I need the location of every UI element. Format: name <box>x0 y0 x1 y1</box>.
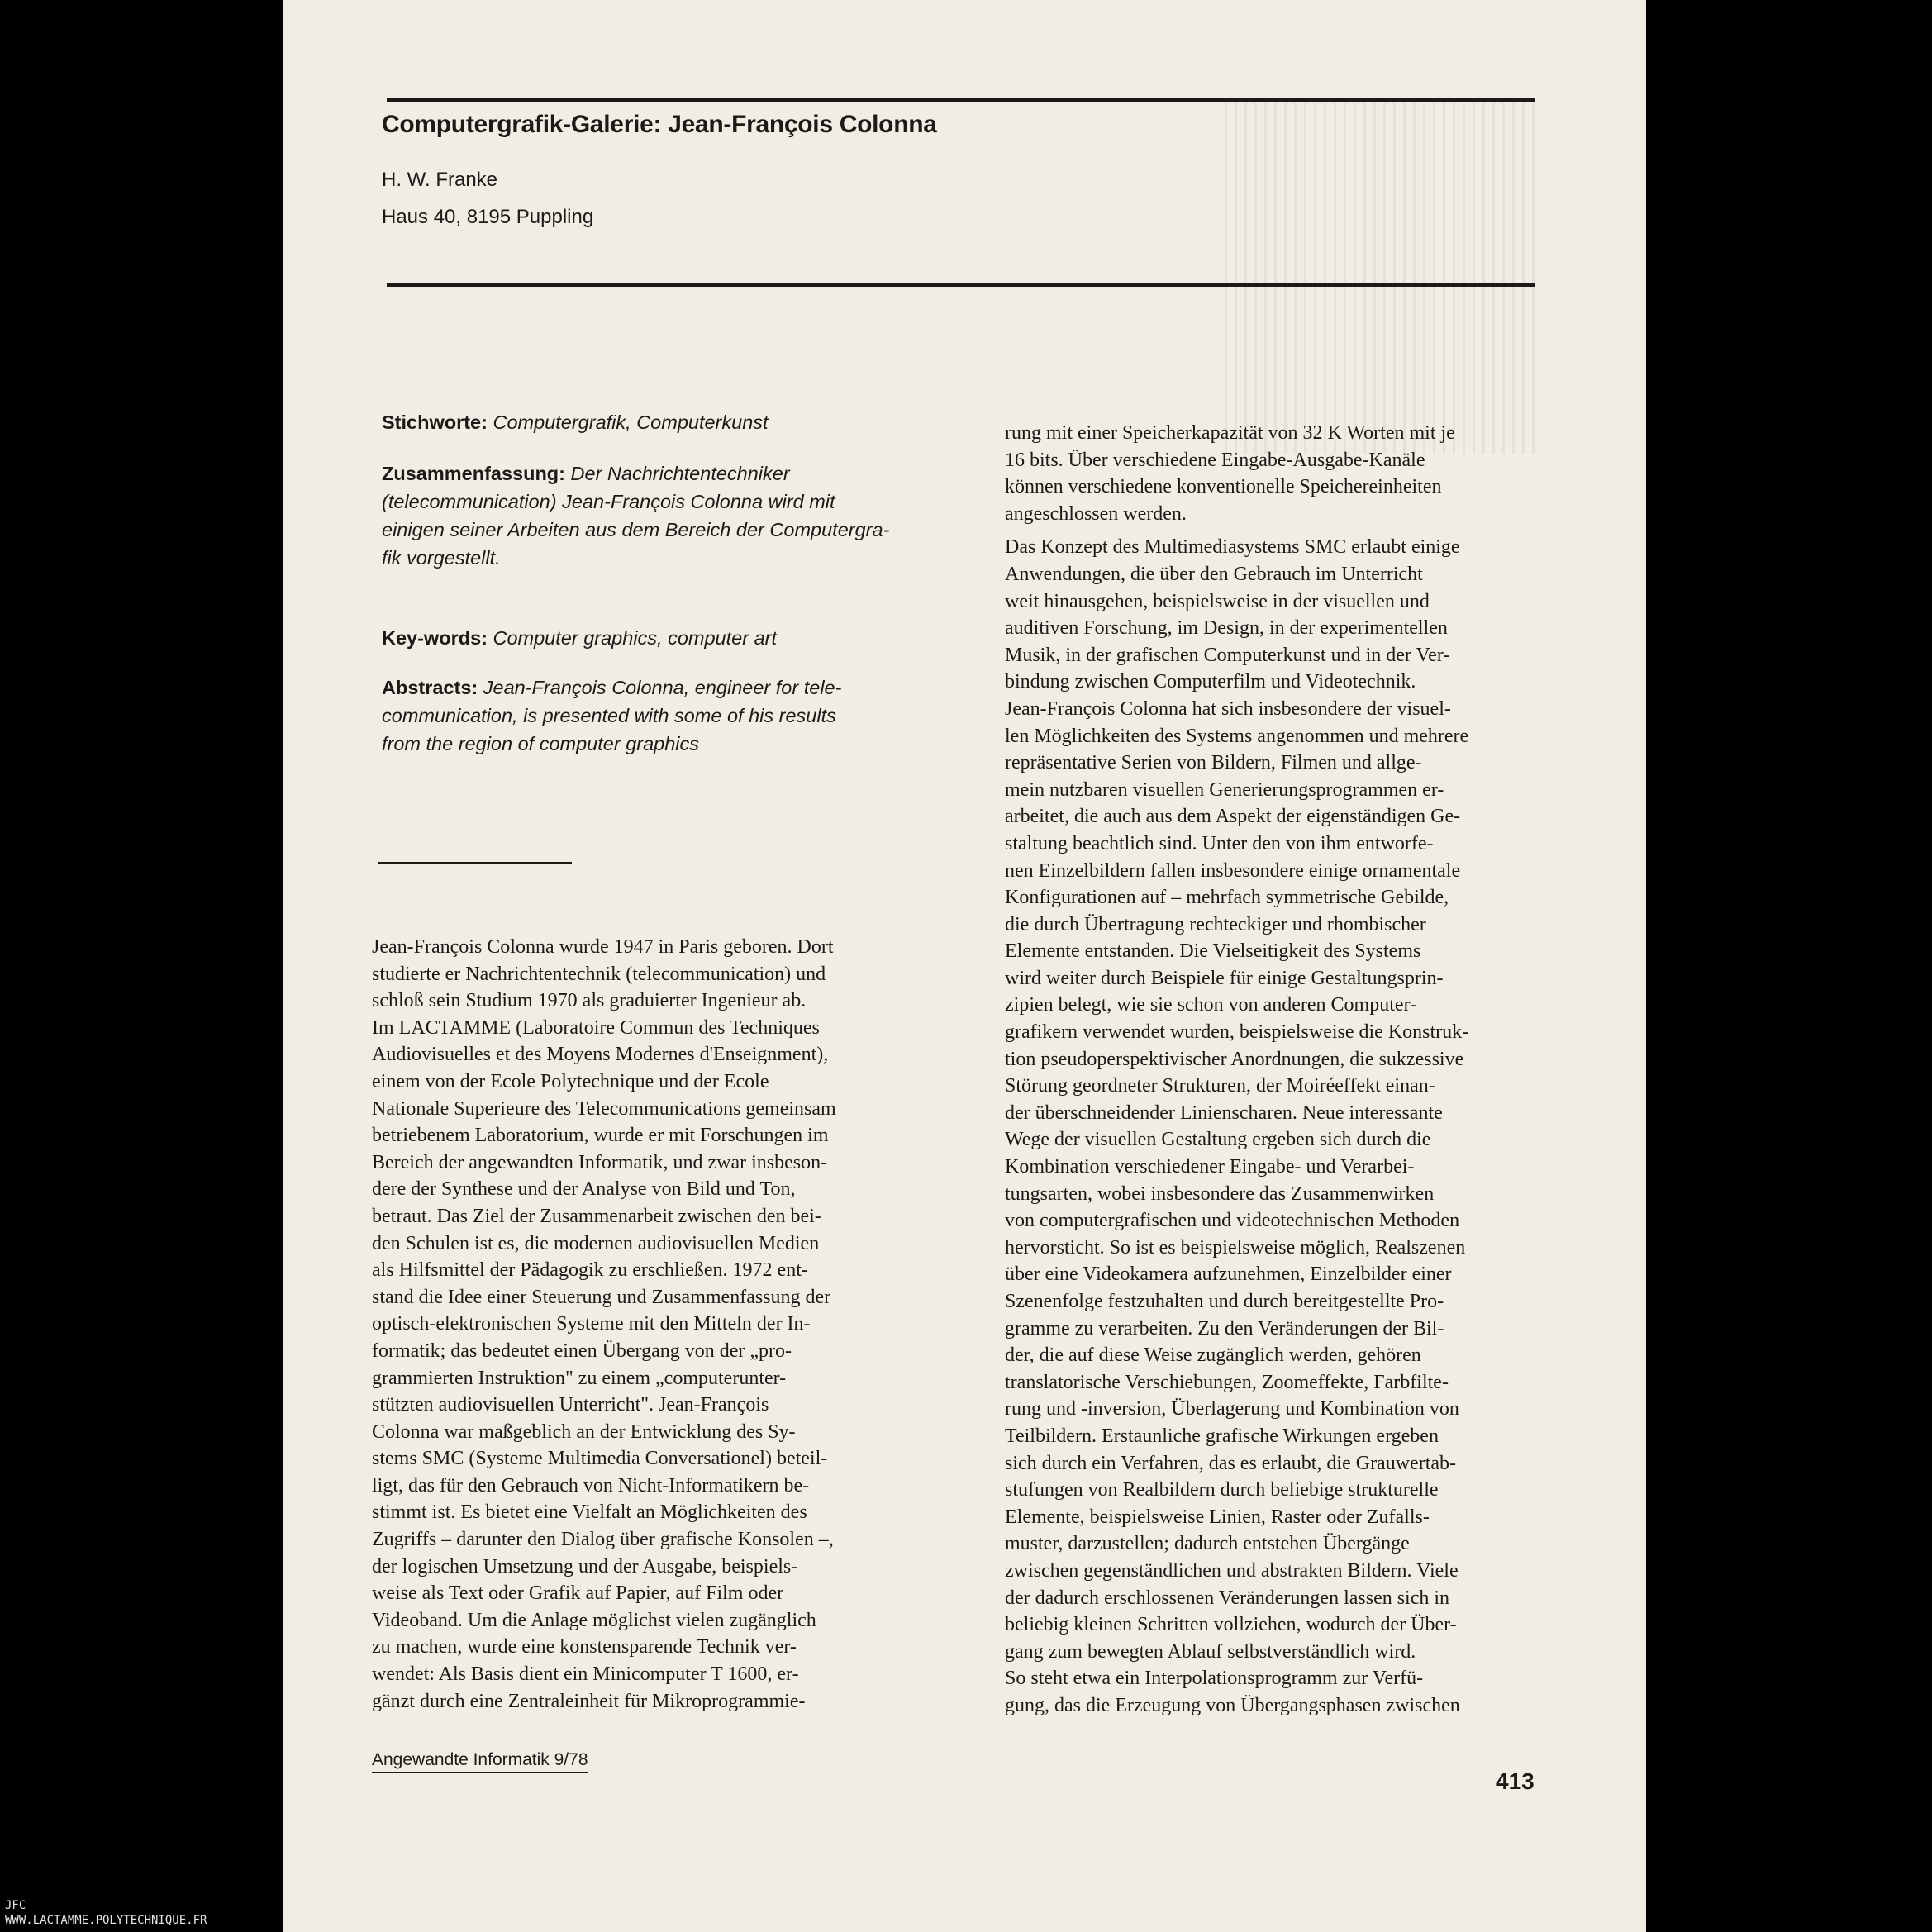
text-line: auditiven Forschung, im Design, in der experimentellen <box>1005 617 1448 640</box>
text-line: grafikern verwendet wurden, beispielsweise die Konstruk- <box>1005 1021 1469 1044</box>
text-line: Szenenfolge festzuhalten und durch bereitgestellte Pro- <box>1005 1291 1444 1312</box>
paragraph-gap <box>1005 527 1542 534</box>
watermark-url: WWW.LACTAMME.POLYTECHNIQUE.FR <box>5 1914 207 1927</box>
text-line: Im LACTAMME (Laboratoire Commun des Techniques <box>372 1016 820 1039</box>
text-line: der dadurch erschlossenen Veränderungen lassen sich in <box>1005 1587 1450 1609</box>
text-line: schloß sein Studium 1970 als graduierter Ingenieur ab. <box>372 990 807 1012</box>
text-line: Teilbildern. Erstaunliche grafische Wirkungen ergeben <box>1005 1425 1439 1447</box>
text-line: angeschlossen werden. <box>1005 502 1187 525</box>
text-line: weise als Text oder Grafik auf Papier, auf Film oder <box>372 1582 784 1605</box>
text-line: ligt, das für den Gebrauch von Nicht-Informatikern be- <box>372 1474 810 1497</box>
text-line: stützten audiovisuellen Unterricht". Jean-François <box>372 1394 769 1416</box>
text-line: zu machen, wurde eine konstensparende Technik ver- <box>372 1636 797 1658</box>
abstract-en-label: Abstracts: <box>382 677 478 698</box>
text-line: den Schulen ist es, die modernen audiovisuellen Medien <box>372 1232 820 1254</box>
keywords-en-value: Computer graphics, computer art <box>493 627 778 649</box>
text-line: Audiovisuelles et des Moyens Modernes d'Enseignment), <box>372 1044 829 1066</box>
text-line: 16 bits. Über verschiedene Eingabe-Ausgabe-Kanäle <box>1005 449 1425 471</box>
text-line: über eine Videokamera aufzunehmen, Einzelbilder einer <box>1005 1263 1452 1286</box>
text-line: gung, das die Erzeugung von Übergangsphasen zwischen <box>1005 1694 1460 1716</box>
text-line: Das Konzept des Multimediasystems SMC erlaubt einige <box>1005 536 1460 559</box>
text-line: gramme zu verarbeiten. Zu den Veränderungen der Bil- <box>1005 1317 1444 1340</box>
text-line: stimmt ist. Es bietet eine Vielfalt an Möglichkeiten des <box>372 1501 807 1524</box>
text-line: Videoband. Um die Anlage möglichst vielen zugänglich <box>372 1609 816 1631</box>
text-line: einem von der Ecole Polytechnique und der Ecole <box>372 1070 769 1092</box>
article-title: Computergrafik-Galerie: Jean-François Colonna <box>382 111 937 138</box>
text-line: grammierten Instruktion" zu einem „computerunter- <box>372 1367 787 1389</box>
text-line: Elemente entstanden. Die Vielseitigkeit des Systems <box>1005 940 1421 963</box>
summary-de-line: Der Nachrichtentechniker <box>570 463 790 484</box>
text-line: len Möglichkeiten des Systems angenommen und mehrere <box>1005 725 1469 747</box>
text-line: die durch Übertragung rechteckiger und rhombischer <box>1005 913 1426 935</box>
section-divider <box>378 862 572 864</box>
text-line: Musik, in der grafischen Computerkunst und in der Ver- <box>1005 644 1450 666</box>
watermark-initials: JFC <box>5 1899 26 1912</box>
summary-de <box>382 459 977 572</box>
text-line: translatorische Verschiebungen, Zoomeffekte, Farbfilte- <box>1005 1371 1449 1393</box>
summary-de-label: Zusammenfassung: <box>382 463 565 484</box>
text-line: staltung beachtlich sind. Unter den von ihm entworfe- <box>1005 832 1434 854</box>
text-line: stufungen von Realbildern durch beliebige strukturelle <box>1005 1479 1439 1501</box>
text-line: Anwendungen, die über den Gebrauch im Unterricht <box>1005 563 1423 585</box>
summary-de-line: (telecommunication) Jean-François Colonna wird mit <box>382 491 835 512</box>
text-line: formatik; das bedeutet einen Übergang von der „pro- <box>372 1340 792 1362</box>
text-line: stems SMC (Systeme Multimedia Conversationel) beteil- <box>372 1448 828 1470</box>
abstract-en <box>382 673 977 758</box>
keywords-de-label: Stichworte: <box>382 412 488 433</box>
text-line: Konfigurationen auf – mehrfach symmetrische Gebilde, <box>1005 887 1449 909</box>
body-column-right <box>1005 420 1542 1720</box>
text-line: der überschneidender Linienscharen. Neue interessante <box>1005 1102 1443 1124</box>
keywords-en <box>382 624 977 652</box>
text-line: Wege der visuellen Gestaltung ergeben sich durch die <box>1005 1129 1431 1151</box>
text-line: bindung zwischen Computerfilm und Videotechnik. <box>1005 671 1416 693</box>
text-line: tungsarten, wobei insbesondere das Zusammenwirken <box>1005 1183 1435 1205</box>
text-line: rung und -inversion, Überlagerung und Kombination von <box>1005 1398 1459 1420</box>
body-paragraph-2 <box>1005 534 1542 1719</box>
abstract-en-line: from the region of computer graphics <box>382 733 700 754</box>
text-line: tion pseudoperspektivischer Anordnungen, die sukzessive <box>1005 1048 1464 1070</box>
text-line: der logischen Umsetzung und der Ausgabe, beispiels- <box>372 1555 798 1577</box>
text-line: rung mit einer Speicherkapazität von 32 K Worten mit je <box>1005 422 1455 444</box>
text-line: optisch-elektronischen Systeme mit den Mitteln der In- <box>372 1313 811 1335</box>
text-line: von computergrafischen und videotechnischen Methoden <box>1005 1210 1460 1232</box>
text-line: Bereich der angewandten Informatik, und zwar insbeson- <box>372 1151 828 1173</box>
text-line: wird weiter durch Beispiele für einige Gestaltungsprin- <box>1005 967 1444 989</box>
header-rule-bottom <box>387 283 1535 287</box>
text-line: arbeitet, die auch aus dem Aspekt der eigenständigen Ge- <box>1005 806 1461 828</box>
text-line: mein nutzbaren visuellen Generierungsprogrammen er- <box>1005 778 1444 801</box>
text-line: gänzt durch eine Zentraleinheit für Mikroprogrammie- <box>372 1690 806 1712</box>
summary-de-line: einigen seiner Arbeiten aus dem Bereich der Computergra- <box>382 519 890 540</box>
body-column-left <box>372 934 917 1715</box>
header-rule-top <box>387 98 1535 102</box>
journal-citation: Angewandte Informatik 9/78 <box>372 1750 588 1773</box>
text-line: studierte er Nachrichtentechnik (telecommunication) und <box>372 963 826 985</box>
text-line: gang zum bewegten Ablauf selbstverständlich wird. <box>1005 1640 1416 1663</box>
text-line: können verschiedene konventionelle Speichereinheiten <box>1005 476 1442 498</box>
keywords-en-label: Key-words: <box>382 627 488 649</box>
text-line: dere der Synthese und der Analyse von Bild und Ton, <box>372 1178 796 1201</box>
abstract-en-line: communication, is presented with some of his results <box>382 705 836 726</box>
keywords-de-value: Computergrafik, Computerkunst <box>493 412 769 433</box>
text-line: So steht etwa ein Interpolationsprogramm zur Verfü- <box>1005 1668 1424 1690</box>
text-line: weit hinausgehen, beispielsweise in der visuellen und <box>1005 590 1430 612</box>
show-through-artwork <box>1225 99 1539 454</box>
journal-page <box>283 0 1646 1932</box>
text-line: der, die auf diese Weise zugänglich werden, gehören <box>1005 1344 1421 1367</box>
text-line: wendet: Als Basis dient ein Minicomputer T 1600, er- <box>372 1663 799 1686</box>
body-paragraph-1 <box>1005 420 1542 527</box>
abstract-en-line: Jean-François Colonna, engineer for tele- <box>483 677 842 698</box>
text-line: Störung geordneter Strukturen, der Moiréeffekt einan- <box>1005 1075 1435 1097</box>
text-line: muster, darzustellen; dadurch entstehen Übergänge <box>1005 1533 1410 1555</box>
text-line: Zugriffs – darunter den Dialog über grafische Konsolen –, <box>372 1529 834 1551</box>
page-number: 413 <box>1496 1768 1535 1794</box>
text-line: stand die Idee einer Steuerung und Zusammenfassung der <box>372 1286 831 1308</box>
text-line: Jean-François Colonna wurde 1947 in Paris geboren. Dort <box>372 936 834 958</box>
text-line: Jean-François Colonna hat sich insbesondere der visuel- <box>1005 697 1451 720</box>
text-line: zipien belegt, wie sie schon von anderen Computer- <box>1005 994 1417 1016</box>
text-line: betraut. Das Ziel der Zusammenarbeit zwischen den bei- <box>372 1205 821 1227</box>
author-address: Haus 40, 8195 Puppling <box>382 206 594 228</box>
text-line: Nationale Superieure des Telecommunications gemeinsam <box>372 1097 836 1120</box>
text-line: sich durch ein Verfahren, das es erlaubt, die Grauwertab- <box>1005 1452 1456 1474</box>
author-name: H. W. Franke <box>382 169 498 191</box>
text-line: Elemente, beispielsweise Linien, Raster oder Zufalls- <box>1005 1506 1430 1528</box>
keywords-de <box>382 408 977 436</box>
text-line: repräsentative Serien von Bildern, Filmen und allge- <box>1005 752 1422 774</box>
text-line: betriebenem Laboratorium, wurde er mit Forschungen im <box>372 1125 829 1147</box>
text-line: zwischen gegenständlichen und abstrakten Bildern. Viele <box>1005 1559 1459 1582</box>
text-line: als Hilfsmittel der Pädagogik zu erschließen. 1972 ent- <box>372 1259 808 1282</box>
text-line: Colonna war maßgeblich an der Entwicklung des Sy- <box>372 1420 796 1443</box>
summary-de-line: fik vorgestellt. <box>382 547 501 569</box>
text-line: beliebig kleinen Schritten vollziehen, wodurch der Über- <box>1005 1614 1457 1636</box>
text-line: hervorsticht. So ist es beispielsweise möglich, Realszenen <box>1005 1236 1466 1259</box>
text-line: Kombination verschiedener Eingabe- und Verarbei- <box>1005 1156 1415 1178</box>
text-line: nen Einzelbildern fallen insbesondere einige ornamentale <box>1005 859 1461 882</box>
